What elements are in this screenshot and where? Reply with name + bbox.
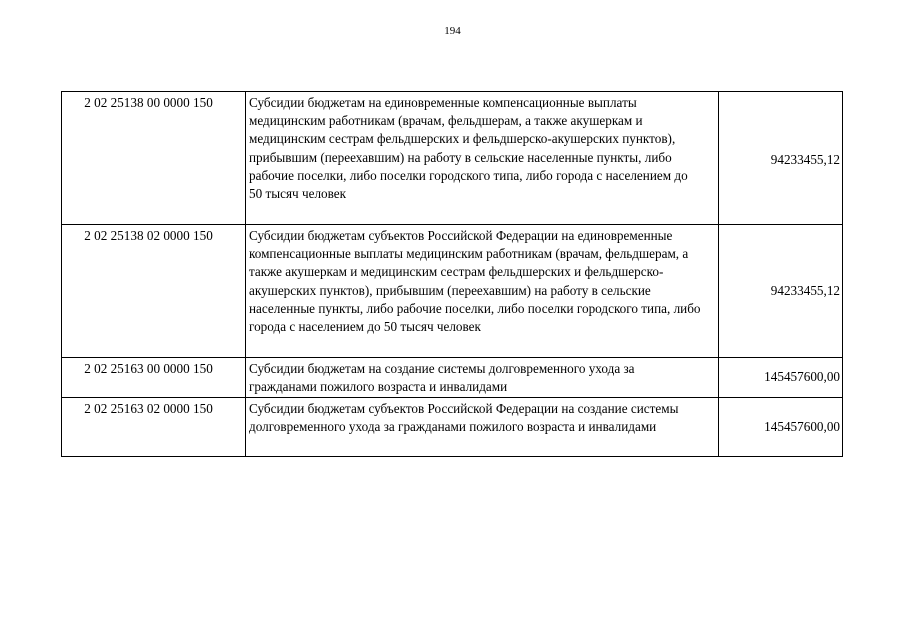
table-row bbox=[62, 358, 843, 398]
description-cell: Субсидии бюджетам субъектов Российской Федерации на единовременные компенсационные выплаты медицинским работникам (врачам, фельдшерам, а также акушеркам и медицинским сестрам фельдшерских и фельдшерско-акушерских пунктов), прибывшим (переехавшим) на работу в сельские населенные пункты, либо рабочие поселки, либо поселки городского типа, либо города с населением до 50 тысяч человек bbox=[246, 225, 719, 358]
amount-cell: 145457600,00 bbox=[719, 358, 843, 398]
amount-cell: 94233455,12 bbox=[719, 92, 843, 225]
table-row bbox=[62, 225, 843, 358]
page-number: 194 bbox=[444, 25, 461, 37]
budget-table bbox=[61, 91, 843, 457]
budget-code-cell: 2 02 25163 00 0000 150 bbox=[62, 358, 246, 398]
table-row bbox=[62, 398, 843, 457]
description-cell: Субсидии бюджетам субъектов Российской Федерации на создание системы долговременного ухода за гражданами пожилого возраста и инвалидами bbox=[246, 398, 719, 457]
budget-code-cell: 2 02 25138 00 0000 150 bbox=[62, 92, 246, 225]
amount-cell: 94233455,12 bbox=[719, 225, 843, 358]
description-cell: Субсидии бюджетам на единовременные компенсационные выплаты медицинским работникам (врачам, фельдшерам, а также акушеркам и медицинским сестрам фельдшерских и фельдшерско-акушерских пунктов), прибывшим (переехавшим) на работу в сельские населенные пункты, либо рабочие поселки, либо поселки городского типа, либо города с населением до 50 тысяч человек bbox=[246, 92, 719, 225]
budget-code-cell: 2 02 25163 02 0000 150 bbox=[62, 398, 246, 457]
table-row bbox=[62, 92, 843, 225]
description-cell: Субсидии бюджетам на создание системы долговременного ухода за гражданами пожилого возраста и инвалидами bbox=[246, 358, 719, 398]
amount-cell: 145457600,00 bbox=[719, 398, 843, 457]
budget-code-cell: 2 02 25138 02 0000 150 bbox=[62, 225, 246, 358]
